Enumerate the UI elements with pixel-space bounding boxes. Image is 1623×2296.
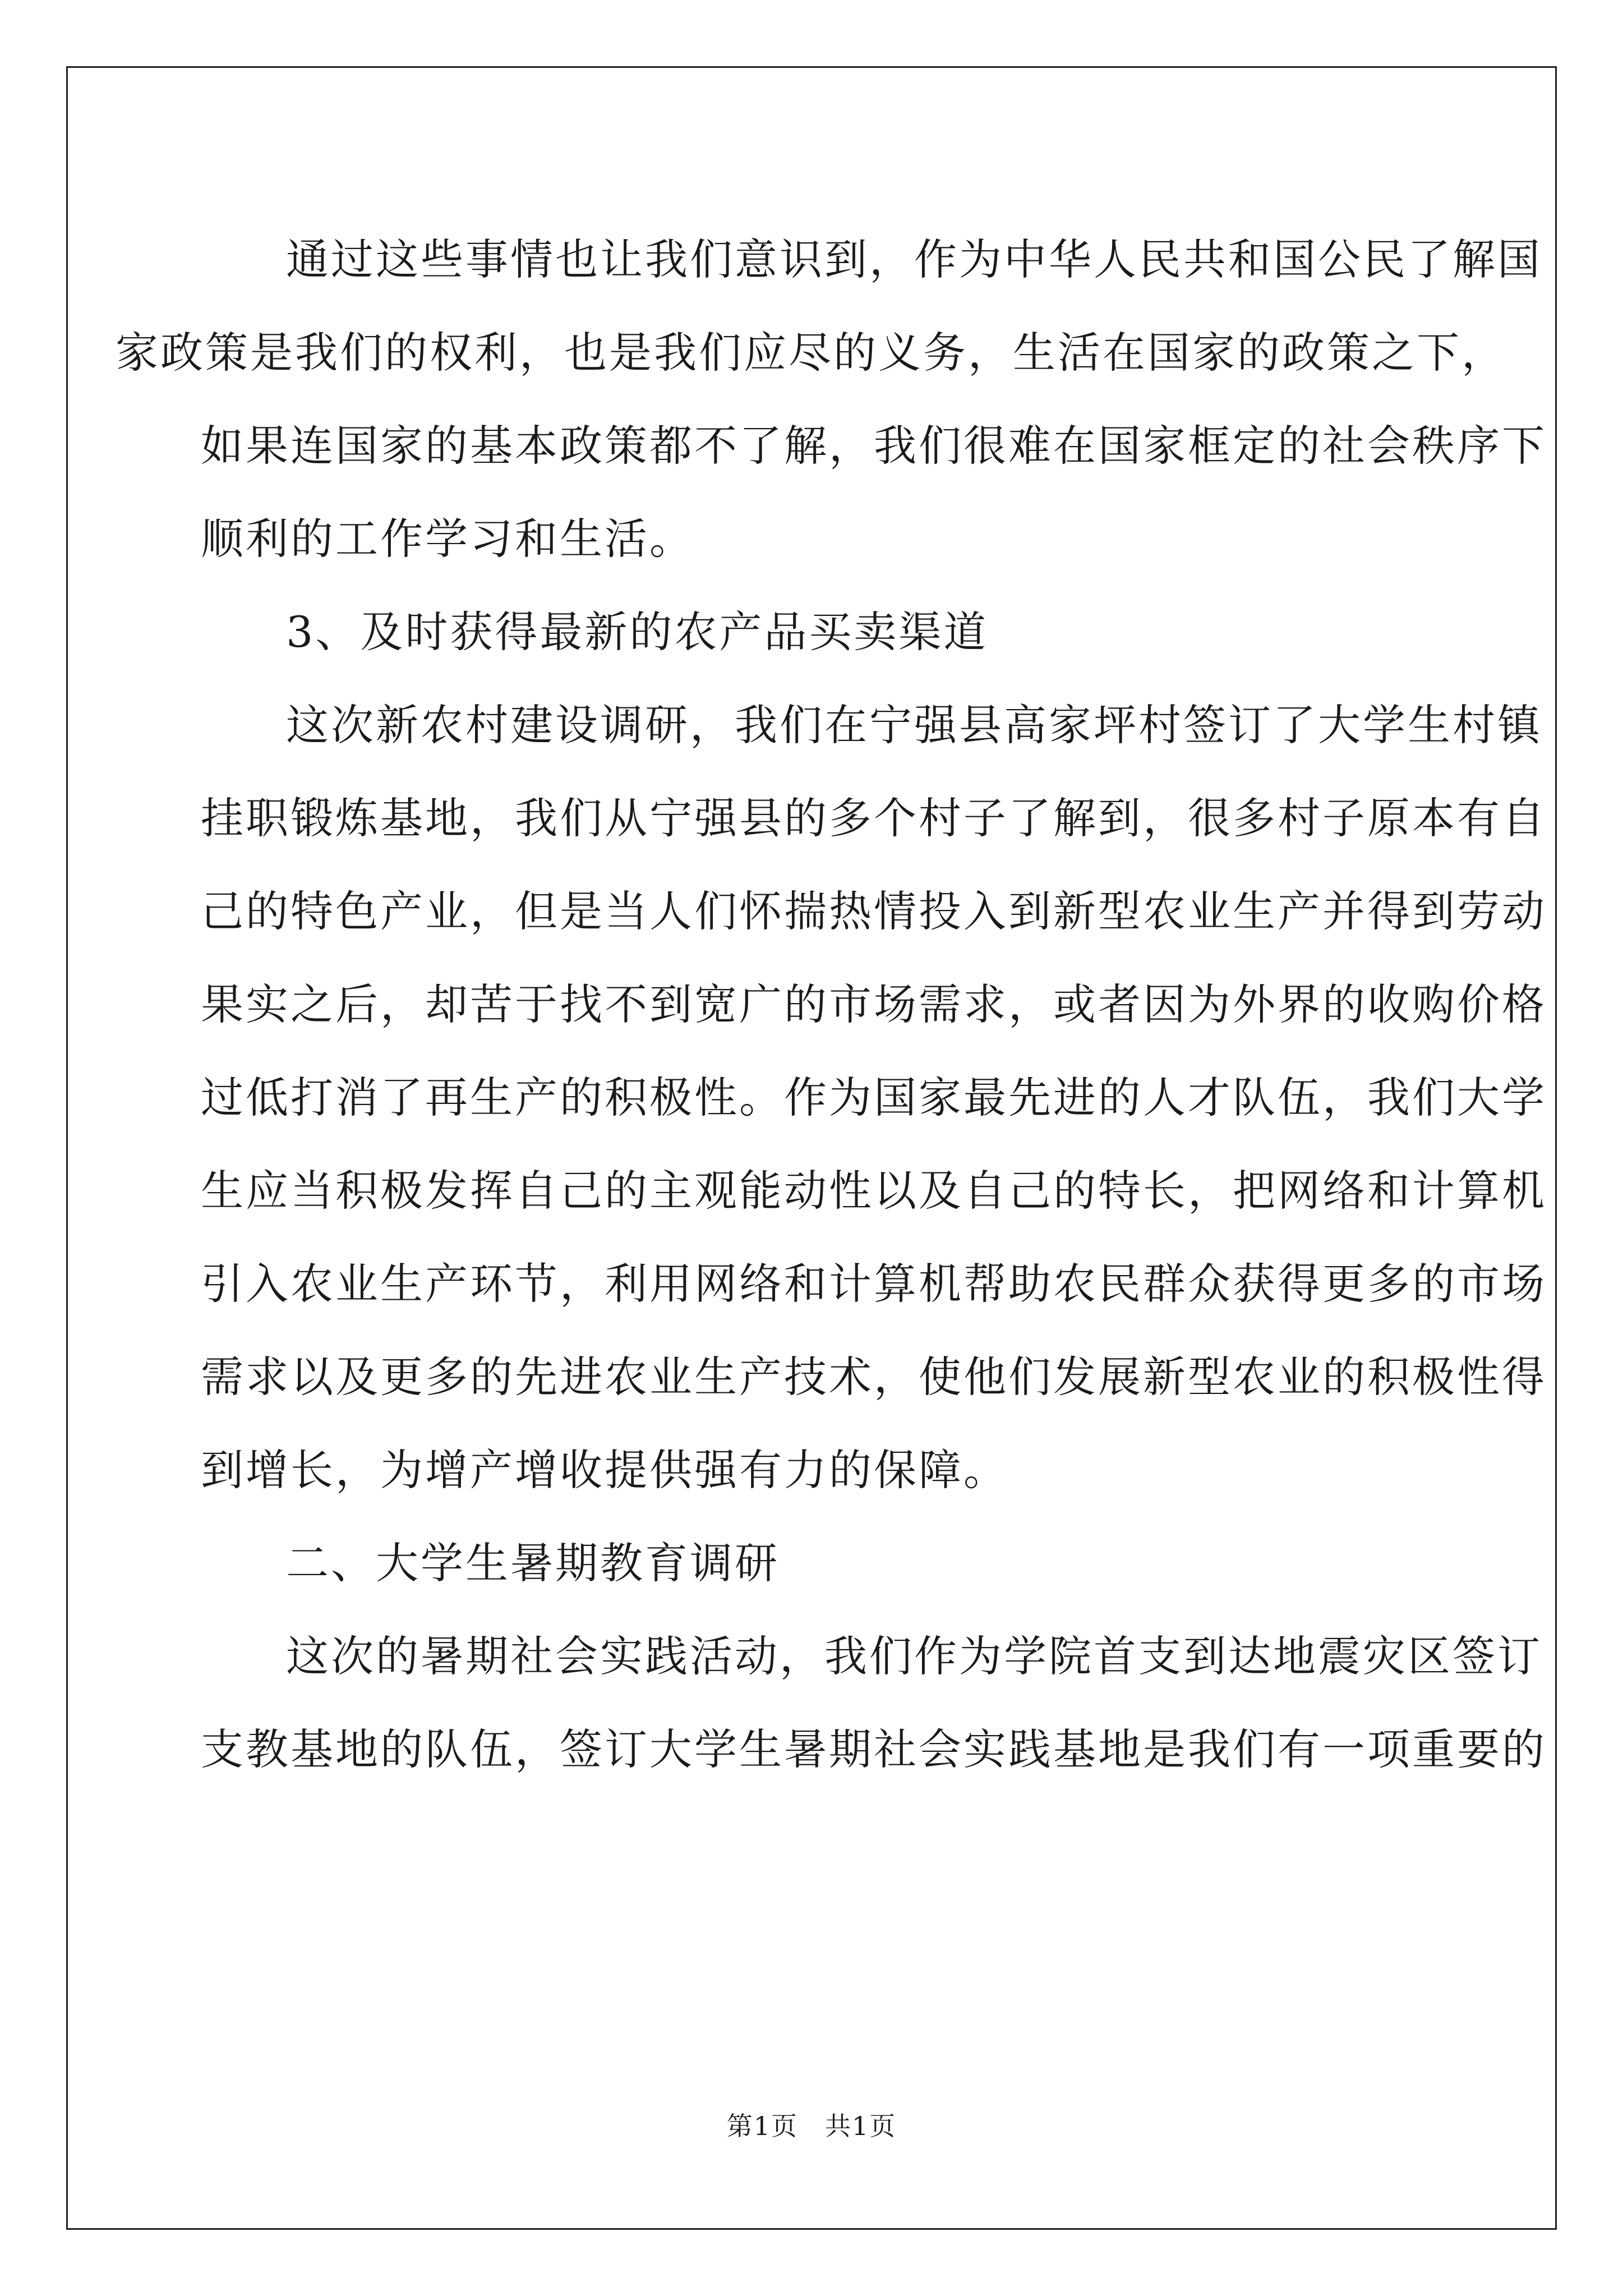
text-line: 到增长，为增产增收提供强有力的保障。 <box>201 1445 1008 1495</box>
section-heading: 二、大学生暑期教育调研 <box>286 1538 780 1588</box>
text-line: 果实之后，却苦于找不到宽广的市场需求，或者因为外界的收购价格 <box>201 979 1547 1029</box>
text-line: 通过这些事情也让我们意识到，作为中华人民共和国公民了解国 <box>286 234 1542 284</box>
text-line: 支教基地的队伍，签订大学生暑期社会实践基地是我们有一项重要的 <box>201 1724 1547 1774</box>
text-line: 引入农业生产环节，利用网络和计算机帮助农民群众获得更多的市场 <box>201 1259 1547 1309</box>
text-line: 过低打消了再生产的积极性。作为国家最先进的人才队伍，我们大学 <box>201 1073 1547 1122</box>
text-line: 顺利的工作学习和生活。 <box>201 514 694 564</box>
text-line: 生应当积极发挥自己的主观能动性以及自己的特长，把网络和计算机 <box>201 1166 1547 1216</box>
text-line: 这次的暑期社会实践活动，我们作为学院首支到达地震灾区签订 <box>286 1631 1542 1681</box>
text-line: 需求以及更多的先进农业生产技术，使他们发展新型农业的积极性得 <box>201 1352 1547 1402</box>
paragraph-5 <box>201 1610 1547 1796</box>
paragraph-2-heading <box>201 586 1429 679</box>
paragraph-4-heading <box>201 1517 1429 1610</box>
text-line: 如果连国家的基本政策都不了解，我们很难在国家框定的社会秩序下 <box>201 421 1547 471</box>
paragraph-3 <box>201 679 1547 1517</box>
page-number-footer: 第1页 共1页 <box>726 2111 897 2141</box>
section-heading: 3、及时获得最新的农产品买卖渠道 <box>286 607 989 657</box>
document-body <box>116 213 1547 1796</box>
text-line: 己的特色产业，但是当人们怀揣热情投入到新型农业生产并得到劳动 <box>201 886 1547 936</box>
paragraph-1 <box>116 213 1547 586</box>
text-line: 家政策是我们的权利，也是我们应尽的义务，生活在国家的政策之下， <box>116 328 1506 378</box>
text-line: 挂职锻炼基地，我们从宁强县的多个村子了解到，很多村子原本有自 <box>201 793 1547 843</box>
text-line: 这次新农村建设调研，我们在宁强县高家坪村签订了大学生村镇 <box>286 700 1542 750</box>
